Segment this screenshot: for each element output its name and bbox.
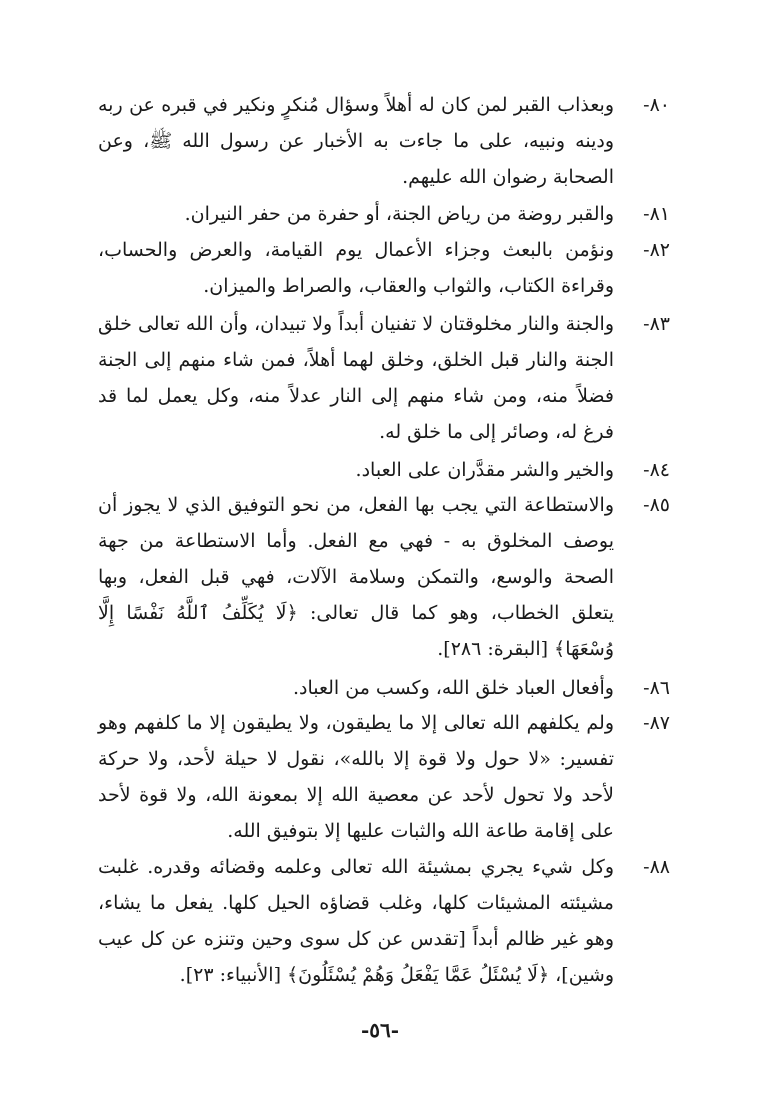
item-number: ٨٤- [643,459,670,481]
item-number: ٨٢- [643,239,670,261]
item-number: ٨٥- [643,494,670,516]
item-number: ٨١- [643,203,670,225]
list-item-86 [98,670,670,706]
item-text: ونؤمن بالبعث وجزاء الأعمال يوم القيامة، والعرض والحساب، وقراءة الكتاب، والثواب والعقاب، والصراط والميزان. [98,239,614,297]
item-text: ولم يكلفهم الله تعالى إلا ما يطيقون، ولا يطيقون إلا ما كلفهم وهو تفسير: «لا حول ولا قوة إلا بالله»، نقول لا حيلة لأحد، ولا حركة لأحد ولا تحول لأحد عن معصية الله إلا بمعونة الله، ولا قوة لأحد على إقامة طاعة الله والثبات عليها إلا بتوفيق الله. [98,712,614,842]
item-text: وبعذاب القبر لمن كان له أهلاً وسؤال مُنكرٍ ونكير في قبره عن ربه ودينه ونبيه، على ما جاءت به الأخبار عن رسول الله ﷺ، وعن الصحابة رضوان الله عليهم. [98,94,614,188]
page-number: -٥٦- [360,1018,400,1042]
item-text: والاستطاعة التي يجب بها الفعل، من نحو التوفيق الذي لا يجوز أن يوصف المخلوق به - فهي مع الفعل. وأما الاستطاعة من جهة الصحة والوسع، والتمكن وسلامة الآلات، فهي قبل الفعل، وبها يتعلق الخطاب، وهو كما قال تعالى: ﴿لَا يُكَلِّفُ ٱللَّهُ نَفْسًا إِلَّا وُسْعَهَا﴾ [البقرة: ٢٨٦]. [98,494,614,660]
item-number: ٨٠- [643,94,670,116]
list-item-84 [98,452,670,488]
list-item-85 [98,487,670,667]
list-item-88 [98,849,670,993]
list-item-83 [98,306,670,450]
item-number: ٨٨- [643,856,670,878]
list-item-87 [98,705,670,849]
item-number: ٨٣- [643,313,670,335]
item-text: وكل شيء يجري بمشيئة الله تعالى وعلمه وقضائه وقدره. غلبت مشيئته المشيئات كلها، وغلب قضاؤه الحيل كلها. يفعل ما يشاء، وهو غير ظالم أبداً [تقدس عن كل سوى وحين وتنزه عن كل عيب وشين]، ﴿لَا يُسْئَلُ عَمَّا يَفْعَلُ وَهُمْ يُسْئَلُونَ﴾ [الأنبياء: ٢٣]. [98,856,614,986]
item-text: وأفعال العباد خلق الله، وكسب من العباد. [292,677,614,699]
item-text: والقبر روضة من رياض الجنة، أو حفرة من حفر النيران. [184,203,614,225]
item-text: والجنة والنار مخلوقتان لا تفنيان أبداً ولا تبيدان، وأن الله تعالى خلق الجنة والنار قبل الخلق، وخلق لهما أهلاً، فمن شاء منهم إلى الجنة فضلاً منه، ومن شاء منهم إلى النار عدلاً منه، وكل يعمل لما قد فرغ له، وصائر إلى ما خلق له. [98,313,614,443]
list-item-82 [98,232,670,304]
list-item-80 [98,87,670,195]
item-text: والخير والشر مقدَّران على العباد. [355,459,614,481]
item-number: ٨٦- [643,677,670,699]
item-number: ٨٧- [643,712,670,734]
list-item-81 [98,196,670,232]
